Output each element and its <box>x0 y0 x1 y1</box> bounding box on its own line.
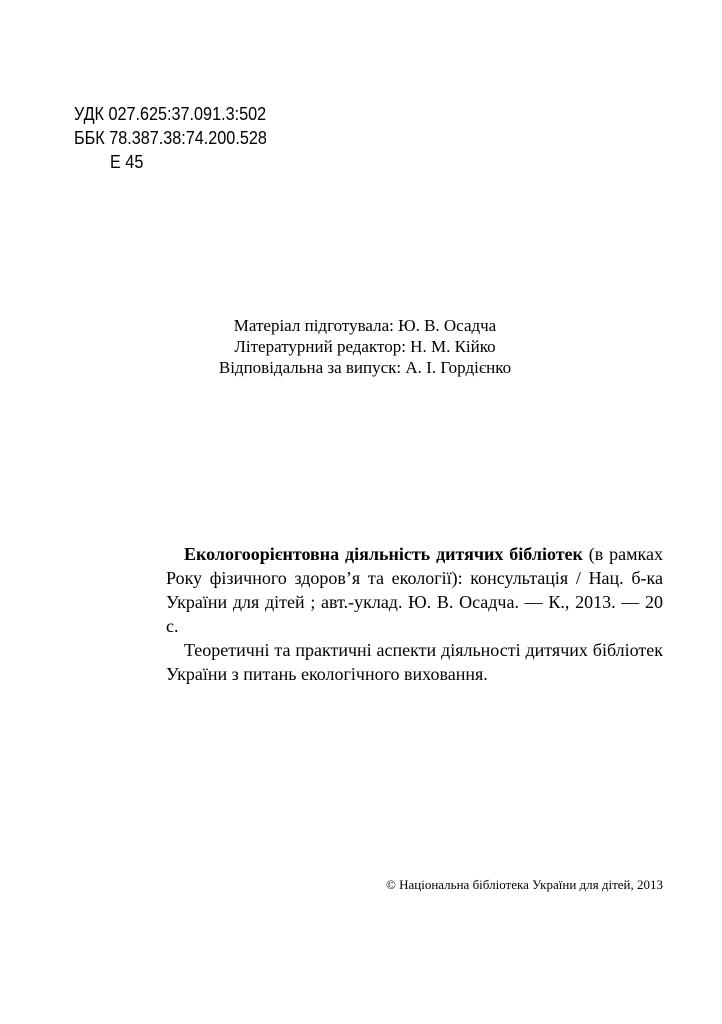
credit-compiler: Матеріал підготувала: Ю. В. Осадча <box>233 316 497 335</box>
copyright-notice: © Національна бібліотека України для дітей, 2013 <box>385 877 663 892</box>
annotation: Теоретичні та практичні аспекти діяльності дитячих бібліотек України з питань екологічного виховання. <box>166 640 663 684</box>
book-title: Екологоорієнтовна діяльність дитячих бібліотек <box>184 544 583 564</box>
bibliographic-record <box>166 542 663 686</box>
book-details: (в рамках Року фізичного здоров’я та екології): консультація / Нац. б-ка України для дітей ; авт.-уклад. Ю. В. Осадча. — К., 2013. — 20 с. <box>166 544 663 636</box>
udk-code: УДК 027.625:37.091.3:502 <box>74 104 267 124</box>
bibliographic-description <box>166 542 663 638</box>
bbk-code: ББК 78.387.38:74.200.528 <box>74 128 267 148</box>
credits-block <box>0 315 722 378</box>
author-mark: Е 45 <box>110 152 144 172</box>
credit-responsible: Відповідальна за випуск: А. І. Гордієнко <box>218 358 512 377</box>
credit-editor: Літературний редактор: Н. М. Кійко <box>234 337 496 356</box>
classification-codes <box>74 102 267 174</box>
